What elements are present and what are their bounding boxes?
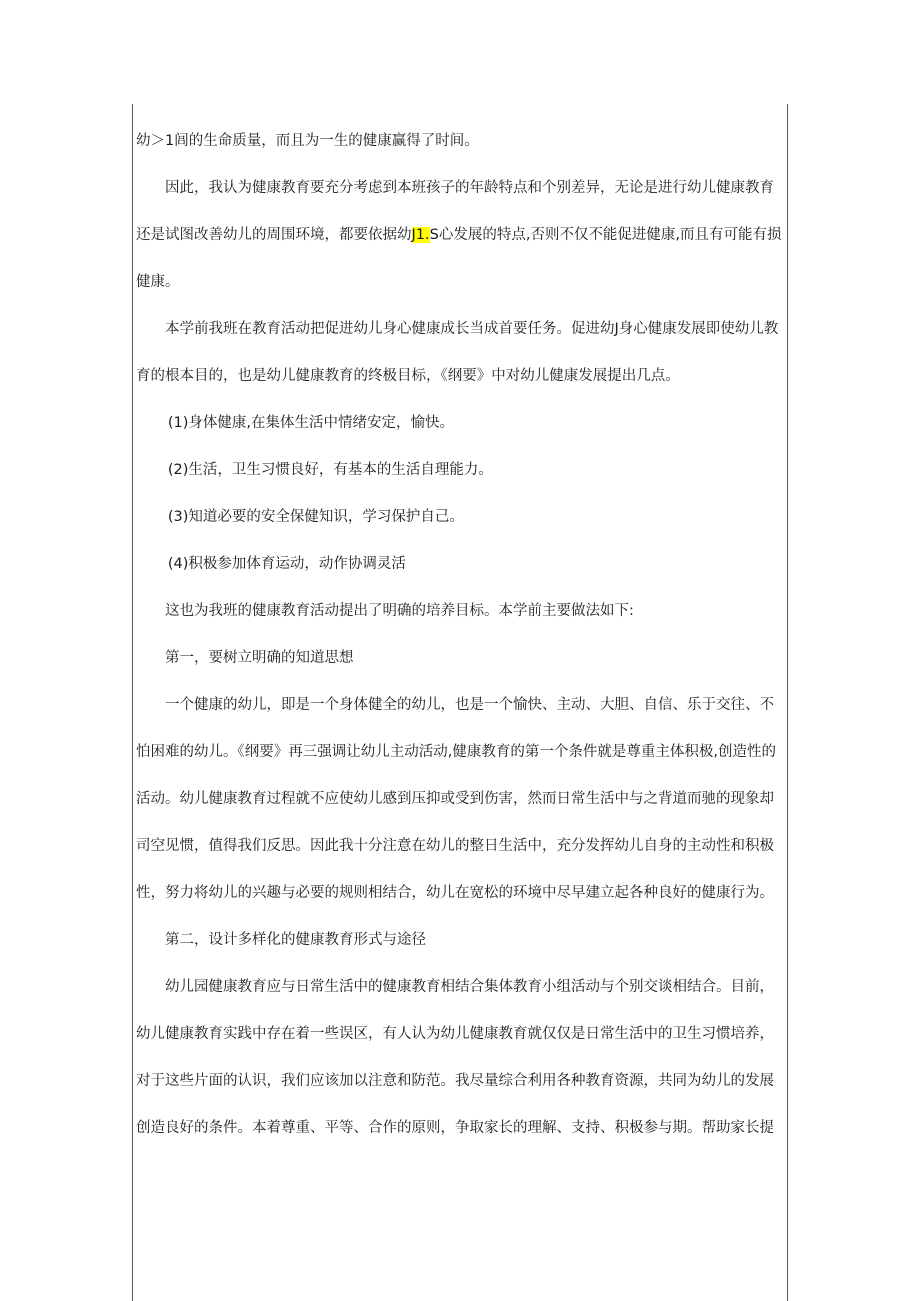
section-heading-1 [136,635,786,682]
list-item-text: (1)身体健康,在集体生活中情绪安定，愉快。 [167,415,455,431]
section-heading-2 [136,917,786,964]
heading-text: 第二，设计多样化的健康教育形式与途径 [165,932,426,948]
paragraph-text: S心发展的特点,否则不仅不能促进健康,而且有可能有损健康。 [136,227,782,290]
paragraph-text: 一个健康的幼儿，即是一个身体健全的幼儿，也是一个愉快、主动、大胆、自信、乐于交往、不怕困难的幼儿。《纲要》再三强调让幼儿主动活动,健康教育的第一个条件就是尊重主体积极,创造性的活动。幼儿健康教育过程就不应使幼儿感到压抑或受到伤害，然而日常生活中与之背道而驰的现象却司空见惯，值得我们反思。因此我十分注意在幼儿的整日生活中，充分发挥幼儿自身的主动性和积极性，努力将幼儿的兴趣与必要的规则相结合，幼儿在宽松的环境中尽早建立起各种良好的健康行为。 [136,697,776,901]
document-body [136,118,786,1152]
paragraph-3 [136,306,786,400]
paragraph-text: 幼儿园健康教育应与日常生活中的健康教育相结合集体教育小组活动与个别交谈相结合。目前，幼儿健康教育实践中存在着一些误区，有人认为幼儿健康教育就仅仅是日常生活中的卫生习惯培养，对于这些片面的认识，我们应该加以注意和防范。我尽量综合利用各种教育资源，共同为幼儿的发展创造良好的条件。本着尊重、平等、合作的原则，争取家长的理解、支持、积极参与期。帮助家长提 [136,979,774,1136]
paragraph-goals [136,588,786,635]
list-item-text: (2)生活，卫生习惯良好，有基本的生活自理能力。 [167,462,493,478]
list-item-2 [136,447,786,494]
paragraph-text: 幼＞1闾的生命质量，而且为一生的健康赢得了时间。 [136,133,479,149]
paragraph-2 [136,165,786,306]
list-item-text: (3)知道必要的安全保健知识，学习保护自己。 [167,509,464,525]
highlighted-text: J1. [411,227,430,243]
paragraph-1 [136,118,786,165]
list-item-4 [136,541,786,588]
paragraph-section-1 [136,682,786,917]
list-item-text: (4)积极参加体育运动，动作协调灵活 [167,556,406,572]
list-item-3 [136,494,786,541]
heading-text: 第一，要树立明确的知道思想 [165,650,354,666]
paragraph-section-2 [136,964,786,1152]
paragraph-text: 因此，我认为健康教育要充分考虑到本班孩子的年龄特点和个别差异，无论是进行幼儿健康教育还是试图改善幼儿的周围环境，都要依据幼 [136,180,774,243]
list-item-1 [136,400,786,447]
paragraph-text: 这也为我班的健康教育活动提出了明确的培养目标。本学前主要做法如下: [165,603,634,619]
paragraph-text: 本学前我班在教育活动把促进幼儿身心健康成长当成首要任务。促进幼J身心健康发展即使幼儿教育的根本目的，也是幼儿健康教育的终极目标，《纲要》中对幼儿健康发展提出几点。 [136,321,779,384]
